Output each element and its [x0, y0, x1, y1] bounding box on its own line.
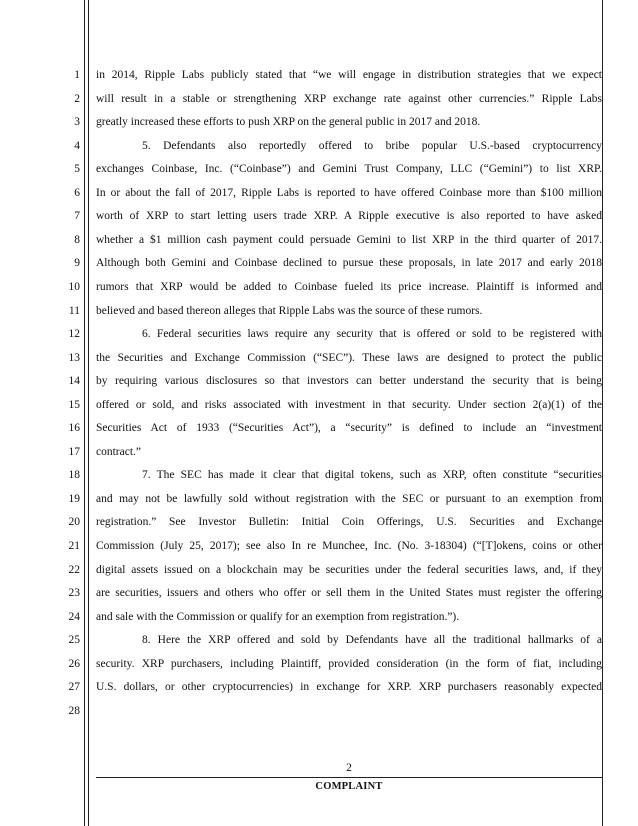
line-number: 16	[68, 422, 80, 435]
text-line: greatly increased these efforts to push XRP on the general public in 2017 and 2018.	[96, 116, 481, 129]
text-line: registration.” See Investor Bulletin: Initial Coin Offerings, U.S. Securities and Exchange	[96, 516, 602, 529]
line-number: 25	[68, 634, 80, 647]
text-line: whether a $1 million cash payment could persuade Gemini to list XRP in the third quarter of 2017.	[96, 233, 602, 246]
line-number: 4	[74, 139, 80, 152]
line-number: 14	[68, 375, 80, 388]
line-number: 27	[68, 681, 80, 694]
text-line: exchanges Coinbase, Inc. (“Coinbase”) and Gemini Trust Company, LLC (“Gemini”) to list XRP.	[96, 163, 602, 176]
line-number: 26	[68, 657, 80, 670]
text-line: offered or sold, and risks associated with investment in that security. Under section 2(a)(1) of the	[96, 398, 602, 411]
line-number: 8	[74, 233, 80, 246]
line-number: 12	[68, 328, 80, 341]
text-line: digital assets issued on a blockchain may be securities under the federal securities laws, and, if they	[96, 563, 602, 576]
line-number: 3	[74, 116, 80, 129]
text-line: contract.”	[96, 445, 142, 458]
line-number: 2	[74, 92, 80, 105]
line-number: 18	[68, 469, 80, 482]
line-number: 5	[74, 163, 80, 176]
footer-divider	[96, 777, 602, 778]
line-number: 11	[68, 304, 80, 317]
line-number: 21	[68, 540, 80, 552]
line-number: 6	[74, 186, 80, 199]
right-margin-rule	[602, 0, 603, 826]
text-line: believed and based thereon alleges that Ripple Labs was the source of these rumors.	[96, 304, 483, 317]
text-line: in 2014, Ripple Labs publicly stated that “we will engage in distribution strategies that we expect	[96, 69, 602, 81]
left-margin-rule-outer	[84, 0, 85, 826]
line-number: 17	[68, 445, 80, 458]
text-line: 6. Federal securities laws require any security that is offered or sold to be registered with	[142, 328, 602, 341]
text-line: will result in a stable or strengthening XRP exchange rate against other currencies.” Ripple Labs	[96, 92, 602, 105]
line-number: 28	[68, 704, 80, 717]
text-line: and sale with the Commission or qualify for an exemption from registration.”).	[96, 610, 460, 623]
text-line: are securities, issuers and others who offer or sell them in the United States must register the offering	[96, 587, 602, 600]
line-number: 7	[74, 210, 80, 223]
line-number: 19	[68, 492, 80, 505]
text-line: Although both Gemini and Coinbase declined to pursue these proposals, in late 2017 and early 2018	[96, 257, 602, 270]
left-margin-rule-inner	[88, 0, 89, 826]
text-line: 7. The SEC has made it clear that digital tokens, such as XRP, often constitute “securities	[142, 469, 602, 482]
line-number: 23	[68, 587, 80, 600]
page-number: 2	[346, 762, 352, 774]
line-number: 20	[68, 516, 80, 529]
text-line: and may not be lawfully sold without registration with the SEC or pursuant to an exemption from	[96, 492, 602, 505]
line-number: 1	[74, 69, 80, 81]
text-line: U.S. dollars, or other cryptocurrencies) in exchange for XRP. XRP purchasers reasonably expected	[96, 681, 602, 694]
text-line: by requiring various disclosures so that investors can better understand the security that is being	[96, 375, 602, 388]
line-number: 15	[68, 398, 80, 411]
line-number: 13	[68, 351, 80, 364]
text-line: rumors that XRP would be added to Coinbase fueled its price increase. Plaintiff is informed and	[96, 280, 602, 293]
document-title: COMPLAINT	[315, 781, 383, 792]
line-number: 22	[68, 563, 80, 576]
line-number: 24	[68, 610, 80, 623]
text-line: 8. Here the XRP offered and sold by Defendants have all the traditional hallmarks of a	[142, 634, 602, 647]
text-line: worth of XRP to start letting users trade XRP. A Ripple executive is also reported to have asked	[96, 210, 602, 223]
line-number: 10	[68, 280, 80, 293]
text-line: 5. Defendants also reportedly offered to bribe popular U.S.-based cryptocurrency	[142, 139, 602, 152]
text-line: the Securities and Exchange Commission (“SEC”). These laws are designed to protect the public	[96, 351, 602, 364]
text-line: security. XRP purchasers, including Plaintiff, provided consideration (in the form of fiat, including	[96, 657, 602, 670]
text-line: Securities Act of 1933 (“Securities Act”), a “security” is defined to include an “investment	[96, 422, 602, 435]
line-number-column	[0, 0, 80, 826]
line-number: 9	[74, 257, 80, 270]
text-line: In or about the fall of 2017, Ripple Labs is reported to have offered Coinbase more than $100 million	[96, 186, 602, 199]
text-line: Commission (July 25, 2017); see also In re Munchee, Inc. (No. 3-18304) (“[T]okens, coins or other	[96, 540, 602, 552]
